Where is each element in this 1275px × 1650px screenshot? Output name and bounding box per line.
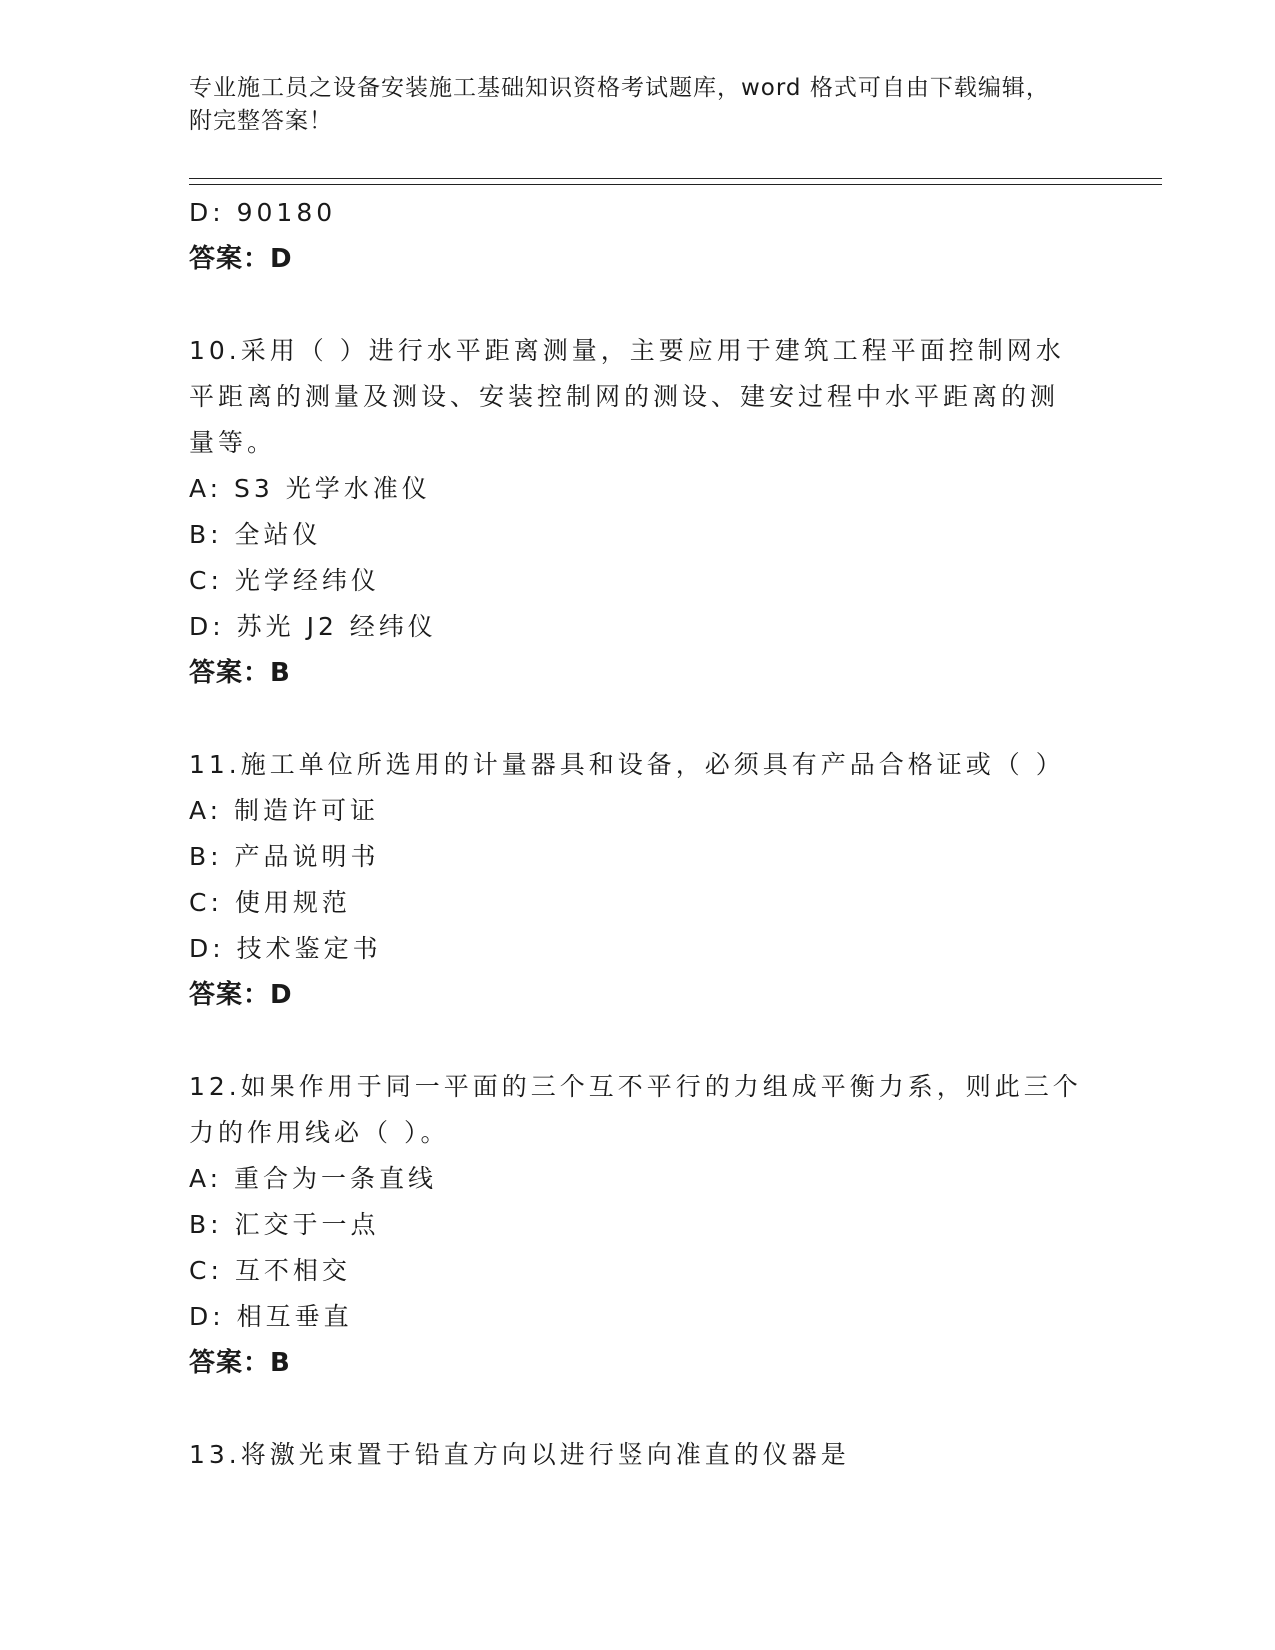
answer-label: 答案：D: [189, 980, 293, 1010]
header-divider-bottom: [189, 184, 1162, 185]
question-block: [189, 1064, 1089, 1386]
option-c: C: 光学经纬仪: [189, 566, 380, 595]
spacer: [189, 282, 1089, 328]
header-line-1: 专业施工员之设备安装施工基础知识资格考试题库，word 格式可自由下载编辑，: [189, 75, 1050, 101]
option-d: D: 90180: [189, 198, 337, 227]
question-stem-line: 量等。: [189, 428, 277, 457]
option-b: B: 产品说明书: [189, 842, 380, 871]
spacer: [189, 696, 1089, 742]
question-block: [189, 742, 1089, 1018]
question-stem-line: 10.采用（ ）进行水平距离测量，主要应用于建筑工程平面控制网水: [189, 336, 1065, 365]
question-block: [189, 328, 1089, 696]
question-stem-line: 12.如果作用于同一平面的三个互不平行的力组成平衡力系，则此三个: [189, 1072, 1082, 1101]
option-d: D: 技术鉴定书: [189, 934, 382, 963]
option-c: C: 使用规范: [189, 888, 351, 917]
question-stem-line: 11.施工单位所选用的计量器具和设备，必须具有产品合格证或（ ）: [189, 750, 1065, 779]
option-a: A: 重合为一条直线: [189, 1164, 438, 1193]
header-divider-top: [189, 178, 1162, 179]
header-line-2: 附完整答案！: [189, 108, 333, 134]
spacer: [189, 1386, 1089, 1432]
option-d: D: 苏光 J2 经纬仪: [189, 612, 437, 641]
question-content: [189, 190, 1089, 1478]
option-b: B: 汇交于一点: [189, 1210, 380, 1239]
question-stem-line: 力的作用线必（ ）。: [189, 1118, 450, 1147]
option-a: A: S3 光学水准仪: [189, 474, 431, 503]
document-header: [189, 72, 1089, 138]
answer-label: 答案：B: [189, 1348, 291, 1378]
answer-label: 答案：D: [189, 244, 293, 274]
option-a: A: 制造许可证: [189, 796, 380, 825]
option-d: D: 相互垂直: [189, 1302, 353, 1331]
question-block: [189, 1432, 1089, 1478]
answer-label: 答案：B: [189, 658, 291, 688]
option-c: C: 互不相交: [189, 1256, 351, 1285]
option-b: B: 全站仪: [189, 520, 322, 549]
spacer: [189, 1018, 1089, 1064]
question-stem-line: 平距离的测量及测设、安装控制网的测设、建安过程中水平距离的测: [189, 382, 1060, 411]
question-stem-line: 13.将激光束置于铅直方向以进行竖向准直的仪器是: [189, 1440, 850, 1469]
